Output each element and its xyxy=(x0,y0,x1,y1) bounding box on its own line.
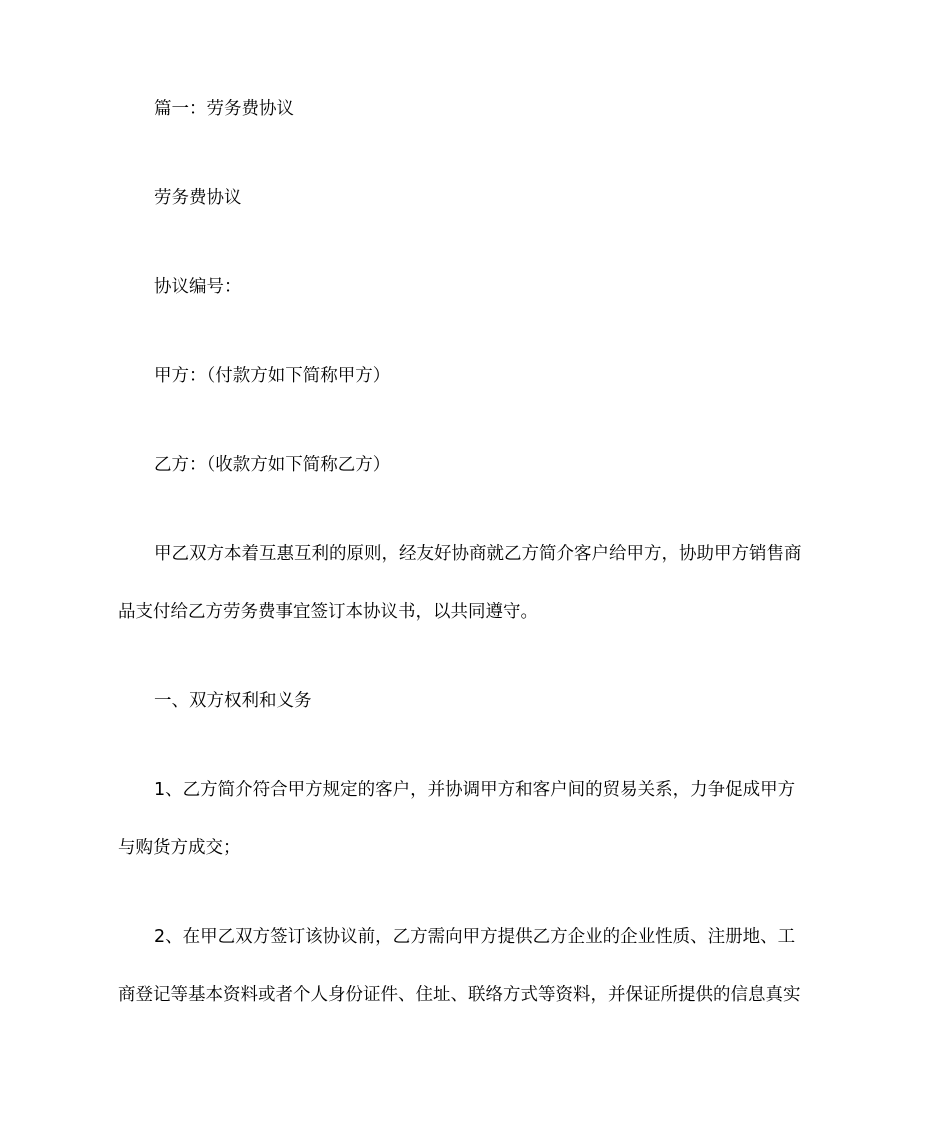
document-title: 劳务费协议 xyxy=(154,188,242,208)
agreement-number-label: 协议编号： xyxy=(154,277,242,297)
document-heading: 篇一：劳务费协议 xyxy=(154,99,294,119)
item-1-line-2: 与购货方成交； xyxy=(118,838,241,858)
section-1-title: 一、双方权利和义务 xyxy=(154,691,312,711)
party-a-line: 甲方：（付款方如下简称甲方） xyxy=(154,366,391,386)
item-1-line-1: 1、乙方简介符合甲方规定的客户，并协调甲方和客户间的贸易关系，力争促成甲方 xyxy=(154,780,796,800)
party-b-line: 乙方：（收款方如下简称乙方） xyxy=(154,455,391,475)
item-2-line-1: 2、在甲乙双方签订该协议前，乙方需向甲方提供乙方企业的企业性质、注册地、工 xyxy=(154,927,796,947)
intro-paragraph-line-2: 品支付给乙方劳务费事宜签订本协议书，以共同遵守。 xyxy=(118,602,538,622)
document-body xyxy=(118,94,832,1010)
item-2-line-2: 商登记等基本资料或者个人身份证件、住址、联络方式等资料，并保证所提供的信息真实 xyxy=(118,985,801,1005)
intro-paragraph-line-1: 甲乙双方本着互惠互利的原则，经友好协商就乙方简介客户给甲方，协助甲方销售商 xyxy=(154,544,802,564)
